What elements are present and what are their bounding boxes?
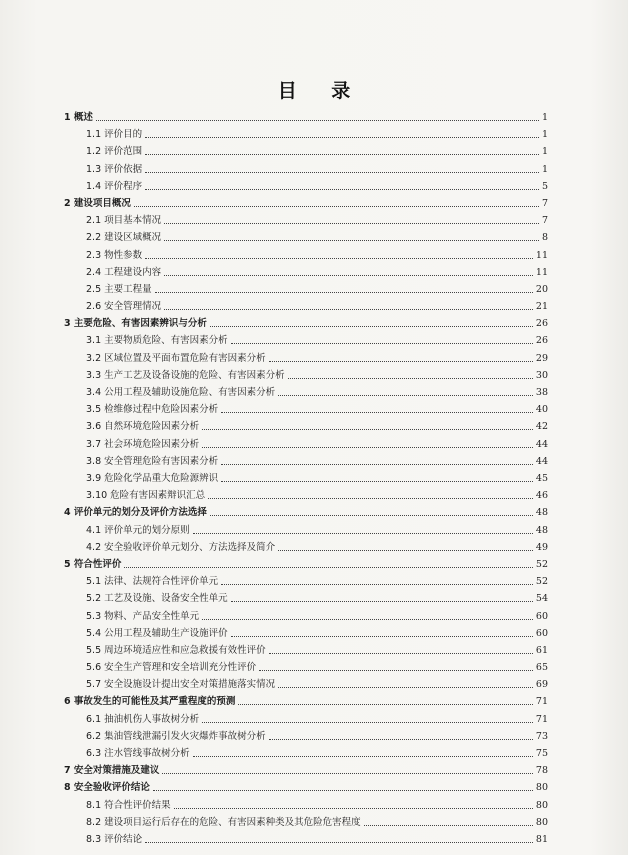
- toc-page-number: 80: [535, 800, 548, 811]
- toc-page-number: 61: [535, 645, 548, 656]
- dot-leader: [124, 567, 532, 568]
- toc-section-entry[interactable]: [86, 727, 548, 743]
- toc-page-number: 78: [535, 765, 548, 776]
- dot-leader: [145, 842, 533, 843]
- toc-page-number: 1: [541, 129, 548, 140]
- dot-leader: [269, 653, 533, 654]
- toc-entry-label: 5.7 安全设施设计提出安全对策措施落实情况: [86, 679, 276, 690]
- toc-entry-label: 3.1 主要物质危险、有害因素分析: [86, 335, 228, 346]
- dot-leader: [145, 189, 539, 190]
- toc-section-entry[interactable]: [86, 658, 548, 674]
- dot-leader: [231, 343, 533, 344]
- dot-leader: [221, 481, 533, 482]
- dot-leader: [164, 223, 539, 224]
- dot-leader: [238, 704, 532, 705]
- toc-page-number: 26: [535, 318, 548, 329]
- toc-page-number: 8: [541, 232, 548, 243]
- toc-section-entry[interactable]: [86, 641, 548, 657]
- toc-entry-label: 6 事故发生的可能性及其严重程度的预测: [64, 696, 236, 707]
- dot-leader: [364, 825, 533, 826]
- toc-page-number: 7: [541, 198, 548, 209]
- toc-page-number: 75: [535, 748, 548, 759]
- dot-leader: [269, 739, 533, 740]
- toc-section-entry[interactable]: [86, 125, 548, 141]
- dot-leader: [278, 550, 533, 551]
- toc-entry-label: 3.9 危险化学品重大危险源辨识: [86, 473, 219, 484]
- toc-entry-label: 5.5 周边环境适应性和应急救援有效性评价: [86, 645, 266, 656]
- toc-section-entry[interactable]: [86, 675, 548, 691]
- toc-entry-label: 3.5 检维修过程中危险因素分析: [86, 404, 219, 415]
- toc-chapter-entry[interactable]: [64, 778, 548, 794]
- toc-entry-label: 8.3 评价结论: [86, 834, 143, 845]
- toc-entry-label: 6.1 抽油机伤人事故树分析: [86, 714, 200, 725]
- toc-section-entry[interactable]: [86, 349, 548, 365]
- toc-entry-label: 5.6 安全生产管理和安全培训充分性评价: [86, 662, 257, 673]
- toc-section-entry[interactable]: [86, 383, 548, 399]
- toc-page-number: 7: [541, 215, 548, 226]
- dot-leader: [202, 619, 533, 620]
- toc-section-entry[interactable]: [86, 280, 548, 296]
- dot-leader: [162, 773, 532, 774]
- toc-entry-label: 4.2 安全验收评价单元划分、方法选择及简介: [86, 542, 276, 553]
- dot-leader: [221, 464, 533, 465]
- toc-entry-label: 8.1 符合性评价结果: [86, 800, 171, 811]
- toc-page-number: 81: [535, 834, 548, 845]
- toc-entry-label: 4 评价单元的划分及评价方法选择: [64, 507, 207, 518]
- dot-leader: [145, 154, 539, 155]
- toc-page-number: 71: [535, 696, 548, 707]
- toc-page-number: 44: [535, 439, 548, 450]
- toc-page-number: 52: [535, 576, 548, 587]
- dot-leader: [164, 309, 533, 310]
- toc-chapter-entry[interactable]: [64, 692, 548, 708]
- dot-leader: [145, 172, 539, 173]
- toc-page-number: 49: [535, 542, 548, 553]
- toc-page-number: 48: [535, 507, 548, 518]
- toc-section-entry[interactable]: [86, 830, 548, 846]
- toc-chapter-entry[interactable]: [64, 194, 548, 210]
- toc-entry-label: 3 主要危险、有害因素辨识与分析: [64, 318, 207, 329]
- toc-entry-label: 8.2 建设项目运行后存在的危险、有害因素种类及其危险危害程度: [86, 817, 361, 828]
- dot-leader: [288, 378, 533, 379]
- toc-entry-label: 5.3 物料、产品安全性单元: [86, 611, 200, 622]
- toc-page-number: 5: [541, 181, 548, 192]
- toc-chapter-entry[interactable]: [64, 108, 548, 124]
- toc-section-entry[interactable]: [86, 572, 548, 588]
- toc-page-number: 44: [535, 456, 548, 467]
- toc-entry-label: 3.3 生产工艺及设备设施的危险、有害因素分析: [86, 370, 285, 381]
- dot-leader: [210, 326, 533, 327]
- toc-entry-label: 2.4 工程建设内容: [86, 267, 162, 278]
- dot-leader: [96, 120, 539, 121]
- toc-section-entry[interactable]: [86, 331, 548, 347]
- toc-page-number: 69: [535, 679, 548, 690]
- toc-section-entry[interactable]: [86, 607, 548, 623]
- dot-leader: [202, 722, 533, 723]
- toc-section-entry[interactable]: [86, 400, 548, 416]
- dot-leader: [145, 137, 539, 138]
- toc-entry-label: 3.2 区域位置及平面布置危险有害因素分析: [86, 353, 266, 364]
- toc-entry-label: 5.1 法律、法规符合性评价单元: [86, 576, 219, 587]
- toc-entry-label: 2 建设项目概况: [64, 198, 131, 209]
- dot-leader: [278, 395, 533, 396]
- dot-leader: [278, 687, 533, 688]
- toc-page-number: 65: [535, 662, 548, 673]
- toc-page-number: 73: [535, 731, 548, 742]
- toc-page-number: 48: [535, 525, 548, 536]
- page-title: 目 录: [277, 80, 365, 102]
- toc-section-entry[interactable]: [86, 366, 548, 382]
- toc-chapter-entry[interactable]: [64, 503, 548, 519]
- toc-entry-label: 5 符合性评价: [64, 559, 122, 570]
- toc-page-number: 80: [535, 782, 548, 793]
- toc-section-entry[interactable]: [86, 744, 548, 760]
- dot-leader: [145, 258, 533, 259]
- toc-entry-label: 1.1 评价目的: [86, 129, 143, 140]
- toc-chapter-entry[interactable]: [64, 314, 548, 330]
- toc-page-number: 11: [535, 250, 548, 261]
- toc-section-entry[interactable]: [86, 452, 548, 468]
- dot-leader: [193, 533, 533, 534]
- toc-section-entry[interactable]: [86, 297, 548, 313]
- toc-entry-label: 6.2 集油管线泄漏引发火灾爆炸事故树分析: [86, 731, 266, 742]
- toc-page-number: 30: [535, 370, 548, 381]
- dot-leader: [193, 756, 533, 757]
- toc-section-entry[interactable]: [86, 211, 548, 227]
- toc-entry-label: 3.6 自然环境危险因素分析: [86, 421, 200, 432]
- toc-entry-label: 3.4 公用工程及辅助设施危险、有害因素分析: [86, 387, 276, 398]
- toc-section-entry[interactable]: [86, 469, 548, 485]
- toc-page-number: 42: [535, 421, 548, 432]
- toc-section-entry[interactable]: [86, 796, 548, 812]
- toc-page-number: 1: [541, 164, 548, 175]
- toc-section-entry[interactable]: [86, 521, 548, 537]
- dot-leader: [164, 240, 539, 241]
- dot-leader: [208, 498, 533, 499]
- dot-leader: [134, 206, 539, 207]
- toc-page-number: 52: [535, 559, 548, 570]
- toc-page-number: 46: [535, 490, 548, 501]
- toc-section-entry[interactable]: [86, 228, 548, 244]
- dot-leader: [231, 636, 533, 637]
- toc-entry-label: 2.5 主要工程量: [86, 284, 152, 295]
- dot-leader: [202, 447, 533, 448]
- toc-page-number: 1: [541, 146, 548, 157]
- toc-page-number: 40: [535, 404, 548, 415]
- toc-section-entry[interactable]: [86, 417, 548, 433]
- dot-leader: [174, 808, 533, 809]
- toc-entry-label: 7 安全对策措施及建议: [64, 765, 160, 776]
- toc-page-number: 11: [535, 267, 548, 278]
- dot-leader: [202, 429, 533, 430]
- toc-entry-label: 2.3 物性参数: [86, 250, 143, 261]
- dot-leader: [259, 670, 533, 671]
- toc-section-entry[interactable]: [86, 160, 548, 176]
- toc-entry-label: 2.2 建设区域概况: [86, 232, 162, 243]
- toc-entry-label: 3.10 危险有害因素辩识汇总: [86, 490, 206, 501]
- dot-leader: [153, 790, 533, 791]
- toc-entry-label: 4.1 评价单元的划分原则: [86, 525, 190, 536]
- toc-page-number: 20: [535, 284, 548, 295]
- dot-leader: [269, 361, 533, 362]
- toc-page-number: 60: [535, 611, 548, 622]
- toc-entry-label: 5.2 工艺及设施、设备安全性单元: [86, 593, 228, 604]
- toc-section-entry[interactable]: [86, 142, 548, 158]
- toc-section-entry[interactable]: [86, 813, 548, 829]
- toc-entry-label: 1.4 评价程序: [86, 181, 143, 192]
- toc-entry-label: 3.7 社会环境危险因素分析: [86, 439, 200, 450]
- toc-entry-label: 2.1 项目基本情况: [86, 215, 162, 226]
- toc-page-number: 21: [535, 301, 548, 312]
- dot-leader: [210, 515, 533, 516]
- toc-section-entry[interactable]: [86, 538, 548, 554]
- toc-section-entry[interactable]: [86, 435, 548, 451]
- toc-page-number: 45: [535, 473, 548, 484]
- toc-page-number: 71: [535, 714, 548, 725]
- toc-chapter-entry[interactable]: [64, 555, 548, 571]
- dot-leader: [155, 292, 533, 293]
- toc-page-number: 26: [535, 335, 548, 346]
- toc-chapter-entry[interactable]: [64, 761, 548, 777]
- toc-section-entry[interactable]: [86, 246, 548, 262]
- dot-leader: [164, 275, 533, 276]
- toc-section-entry[interactable]: [86, 624, 548, 640]
- toc-section-entry[interactable]: [86, 710, 548, 726]
- toc-entry-label: 1.2 评价范围: [86, 146, 143, 157]
- toc-section-entry[interactable]: [86, 263, 548, 279]
- toc-entry-label: 1 概述: [64, 112, 93, 123]
- toc-section-entry[interactable]: [86, 589, 548, 605]
- toc-page-number: 54: [535, 593, 548, 604]
- toc-page-number: 80: [535, 817, 548, 828]
- toc-entry-label: 8 安全验收评价结论: [64, 782, 150, 793]
- toc-page-number: 38: [535, 387, 548, 398]
- toc-page-number: 1: [541, 112, 548, 123]
- toc-section-entry[interactable]: [86, 486, 548, 502]
- dot-leader: [231, 601, 533, 602]
- toc-section-entry[interactable]: [86, 177, 548, 193]
- toc-page-number: 29: [535, 353, 548, 364]
- toc-entry-label: 1.3 评价依据: [86, 164, 143, 175]
- toc-entry-label: 5.4 公用工程及辅助生产设施评价: [86, 628, 228, 639]
- toc-entry-label: 6.3 注水管线事故树分析: [86, 748, 190, 759]
- toc-entry-label: 3.8 安全管理危险有害因素分析: [86, 456, 219, 467]
- dot-leader: [221, 412, 533, 413]
- toc-page-number: 60: [535, 628, 548, 639]
- toc-entry-label: 2.6 安全管理情况: [86, 301, 162, 312]
- dot-leader: [221, 584, 533, 585]
